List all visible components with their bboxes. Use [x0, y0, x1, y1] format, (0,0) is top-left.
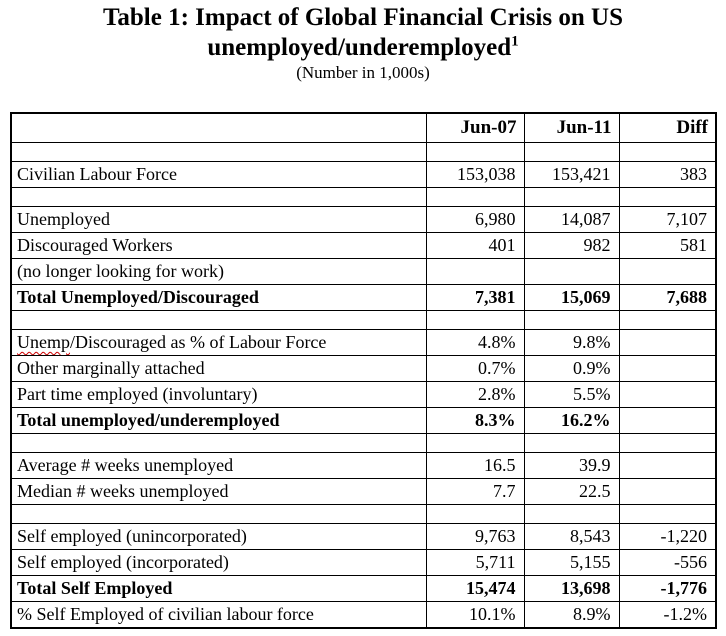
value-cell: -1.2% — [619, 602, 716, 629]
value-cell: 0.7% — [426, 356, 524, 382]
value-cell — [619, 434, 716, 453]
table-row — [11, 479, 716, 505]
value-cell: 16.5 — [426, 453, 524, 479]
spacer-row — [11, 188, 716, 207]
value-cell — [524, 188, 619, 207]
value-cell — [619, 408, 716, 434]
header-cell-diff: Diff — [619, 113, 716, 143]
value-cell — [619, 259, 716, 285]
value-cell: 15,474 — [426, 576, 524, 602]
table-subtitle: (Number in 1,000s) — [296, 63, 430, 82]
table-row — [11, 162, 716, 188]
table-row — [11, 233, 716, 259]
row-label: % Self Employed of civilian labour force — [11, 602, 426, 629]
value-cell: 5,711 — [426, 550, 524, 576]
spacer-row — [11, 311, 716, 330]
value-cell: 10.1% — [426, 602, 524, 629]
value-cell: 16.2% — [524, 408, 619, 434]
value-cell — [619, 356, 716, 382]
row-label — [11, 505, 426, 524]
value-cell — [524, 143, 619, 162]
value-cell — [524, 434, 619, 453]
row-label: Total Unemployed/Discouraged — [11, 285, 426, 311]
table-row — [11, 408, 716, 434]
value-cell — [426, 311, 524, 330]
value-cell — [524, 259, 619, 285]
spacer-row — [11, 143, 716, 162]
row-label: (no longer looking for work) — [11, 259, 426, 285]
row-label: Total Self Employed — [11, 576, 426, 602]
value-cell: 7.7 — [426, 479, 524, 505]
table-row — [11, 382, 716, 408]
table-row — [11, 550, 716, 576]
value-cell — [619, 188, 716, 207]
row-label: Discouraged Workers — [11, 233, 426, 259]
value-cell: 8.9% — [524, 602, 619, 629]
value-cell: 0.9% — [524, 356, 619, 382]
value-cell: 383 — [619, 162, 716, 188]
table-row — [11, 285, 716, 311]
row-label: Other marginally attached — [11, 356, 426, 382]
value-cell: 8,543 — [524, 524, 619, 550]
row-label: Unemployed — [11, 207, 426, 233]
value-cell — [619, 479, 716, 505]
row-label: Unemp/Discouraged as % of Labour Force — [11, 330, 426, 356]
value-cell: 4.8% — [426, 330, 524, 356]
value-cell — [619, 143, 716, 162]
row-label — [11, 143, 426, 162]
row-label: Part time employed (involuntary) — [11, 382, 426, 408]
value-cell: 7,381 — [426, 285, 524, 311]
row-label: Self employed (unincorporated) — [11, 524, 426, 550]
footnote-marker: 1 — [511, 33, 519, 50]
value-cell — [426, 259, 524, 285]
value-cell — [426, 505, 524, 524]
row-label — [11, 434, 426, 453]
value-cell — [619, 311, 716, 330]
value-cell: 982 — [524, 233, 619, 259]
value-cell: 153,038 — [426, 162, 524, 188]
value-cell — [426, 188, 524, 207]
value-cell: 22.5 — [524, 479, 619, 505]
value-cell — [619, 453, 716, 479]
value-cell: -556 — [619, 550, 716, 576]
value-cell: 7,688 — [619, 285, 716, 311]
table-row — [11, 453, 716, 479]
value-cell: 2.8% — [426, 382, 524, 408]
value-cell: 9.8% — [524, 330, 619, 356]
table-row — [11, 259, 716, 285]
value-cell: 13,698 — [524, 576, 619, 602]
value-cell — [619, 330, 716, 356]
row-label: Civilian Labour Force — [11, 162, 426, 188]
value-cell: 9,763 — [426, 524, 524, 550]
value-cell — [426, 434, 524, 453]
data-table — [10, 112, 717, 629]
value-cell: 7,107 — [619, 207, 716, 233]
value-cell: 5,155 — [524, 550, 619, 576]
value-cell: -1,776 — [619, 576, 716, 602]
table-title-line2: unemployed/underemployed — [207, 33, 512, 61]
value-cell: 8.3% — [426, 408, 524, 434]
value-cell — [524, 311, 619, 330]
table-row — [11, 524, 716, 550]
table-row — [11, 207, 716, 233]
row-label: Median # weeks unemployed — [11, 479, 426, 505]
value-cell: 6,980 — [426, 207, 524, 233]
value-cell: 153,421 — [524, 162, 619, 188]
row-label: Total unemployed/underemployed — [11, 408, 426, 434]
value-cell: 5.5% — [524, 382, 619, 408]
row-label: Self employed (incorporated) — [11, 550, 426, 576]
value-cell: 14,087 — [524, 207, 619, 233]
spacer-row — [11, 434, 716, 453]
spacer-row — [11, 505, 716, 524]
value-cell: 39.9 — [524, 453, 619, 479]
value-cell: -1,220 — [619, 524, 716, 550]
table-title — [0, 3, 726, 62]
value-cell: 15,069 — [524, 285, 619, 311]
header-cell-jun07: Jun-07 — [426, 113, 524, 143]
header-row — [11, 113, 716, 143]
row-label: Average # weeks unemployed — [11, 453, 426, 479]
table-row — [11, 602, 716, 629]
table-row — [11, 576, 716, 602]
row-label — [11, 311, 426, 330]
row-label — [11, 188, 426, 207]
value-cell — [426, 143, 524, 162]
value-cell — [619, 382, 716, 408]
header-cell-blank — [11, 113, 426, 143]
value-cell: 401 — [426, 233, 524, 259]
value-cell — [619, 505, 716, 524]
table-title-line1: Table 1: Impact of Global Financial Crisis on US — [103, 4, 623, 31]
header-cell-jun11: Jun-11 — [524, 113, 619, 143]
table-row — [11, 356, 716, 382]
value-cell — [524, 505, 619, 524]
title-block — [0, 0, 726, 83]
table-row — [11, 330, 716, 356]
spellcheck-underlined-word: Unemp — [17, 332, 70, 352]
value-cell: 581 — [619, 233, 716, 259]
